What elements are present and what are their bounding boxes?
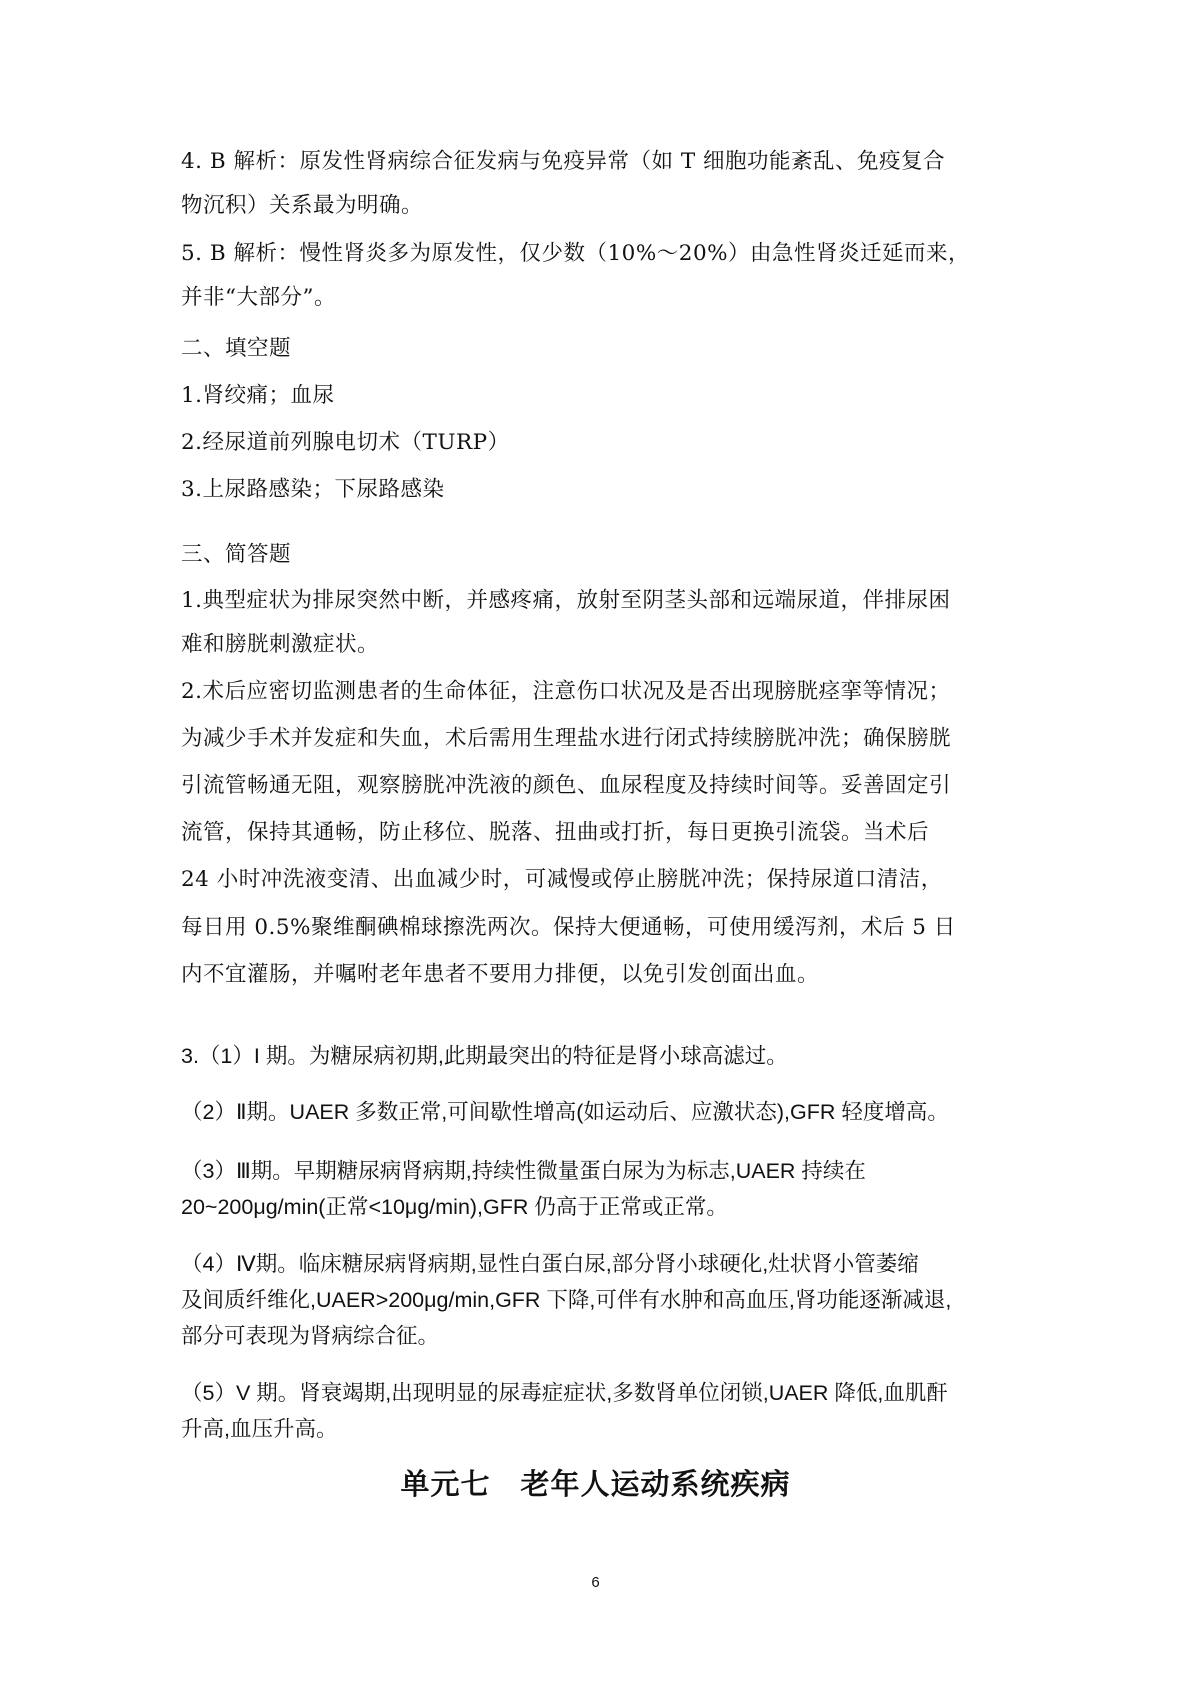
answer-5-line-2: 并非“大部分”。 — [181, 285, 336, 310]
fill-blank-item-2: 2.经尿道前列腺电切术（TURP） — [181, 430, 510, 455]
short-answer-3-stage-3-line-2: 20~200μg/min(正常<10μg/min),GFR 仍高于正常或正常。 — [181, 1195, 728, 1219]
short-answer-2-line-2: 为减少手术并发症和失血，术后需用生理盐水进行闭式持续膀胱冲洗；确保膀胱 — [181, 726, 952, 751]
fill-blank-item-1: 1.肾绞痛；血尿 — [181, 383, 335, 408]
short-answer-3-stage-5-line-2: 升高,血压升高。 — [181, 1417, 338, 1441]
short-answer-2-line-6: 每日用 0.5%聚维酮碘棉球擦洗两次。保持大便通畅，可使用缓泻剂，术后 5 日 — [181, 915, 956, 940]
answer-4-line-2: 物沉积）关系最为明确。 — [181, 193, 424, 218]
short-answer-3-stage-3-line-1: （3）Ⅲ期。早期糖尿病肾病期,持续性微量蛋白尿为为标志,UAER 持续在 — [181, 1159, 866, 1183]
section-title-fill-blank: 二、填空题 — [181, 336, 292, 361]
short-answer-3-stage-4-line-3: 部分可表现为肾病综合征。 — [181, 1324, 440, 1348]
answer-5-line-1: 5. B 解析：慢性肾炎多为原发性，仅少数（10%～20%）由急性肾炎迁延而来， — [181, 241, 971, 266]
answer-4-line-1: 4. B 解析：原发性肾病综合征发病与免疫异常（如 T 细胞功能紊乱、免疫复合 — [181, 149, 945, 174]
page-number: 6 — [591, 1574, 600, 1591]
short-answer-2-line-7: 内不宜灌肠，并嘱咐老年患者不要用力排便，以免引发创面出血。 — [181, 962, 820, 987]
short-answer-2-line-1: 2.术后应密切监测患者的生命体征，注意伤口状况及是否出现膀胱痉挛等情况； — [181, 679, 951, 704]
short-answer-1-line-1: 1.典型症状为排尿突然中断，并感疼痛，放射至阴茎头部和远端尿道，伴排尿困 — [181, 588, 951, 613]
section-title-short-answer: 三、简答题 — [181, 542, 292, 567]
short-answer-2-line-4: 流管，保持其通畅，防止移位、脱落、扭曲或打折，每日更换引流袋。当术后 — [181, 820, 930, 845]
short-answer-2-line-5: 24 小时冲洗液变清、出血减少时，可减慢或停止膀胱冲洗；保持尿道口清洁， — [181, 867, 943, 892]
fill-blank-item-3: 3.上尿路感染；下尿路感染 — [181, 477, 445, 502]
short-answer-3-stage-2: （2）Ⅱ期。UAER 多数正常,可间歇性增高(如运动后、应激状态),GFR 轻度增高。 — [181, 1100, 949, 1124]
short-answer-3-stage-4-line-2: 及间质纤维化,UAER>200μg/min,GFR 下降,可伴有水肿和高血压,肾功能逐渐减退, — [181, 1288, 952, 1312]
unit-heading: 单元七 老年人运动系统疾病 — [400, 1467, 791, 1501]
short-answer-3-stage-1: 3.（1）I 期。为糖尿病初期,此期最突出的特征是肾小球高滤过。 — [181, 1044, 788, 1068]
short-answer-2-line-3: 引流管畅通无阻，观察膀胱冲洗液的颜色、血尿程度及持续时间等。妥善固定引 — [181, 773, 952, 798]
short-answer-3-stage-5-line-1: （5）V 期。肾衰竭期,出现明显的尿毒症症状,多数肾单位闭锁,UAER 降低,血肌酐 — [181, 1381, 948, 1405]
short-answer-1-line-2: 难和膀胱刺激症状。 — [181, 632, 380, 657]
short-answer-3-stage-4-line-1: （4）Ⅳ期。临床糖尿病肾病期,显性白蛋白尿,部分肾小球硬化,灶状肾小管萎缩 — [181, 1252, 919, 1276]
